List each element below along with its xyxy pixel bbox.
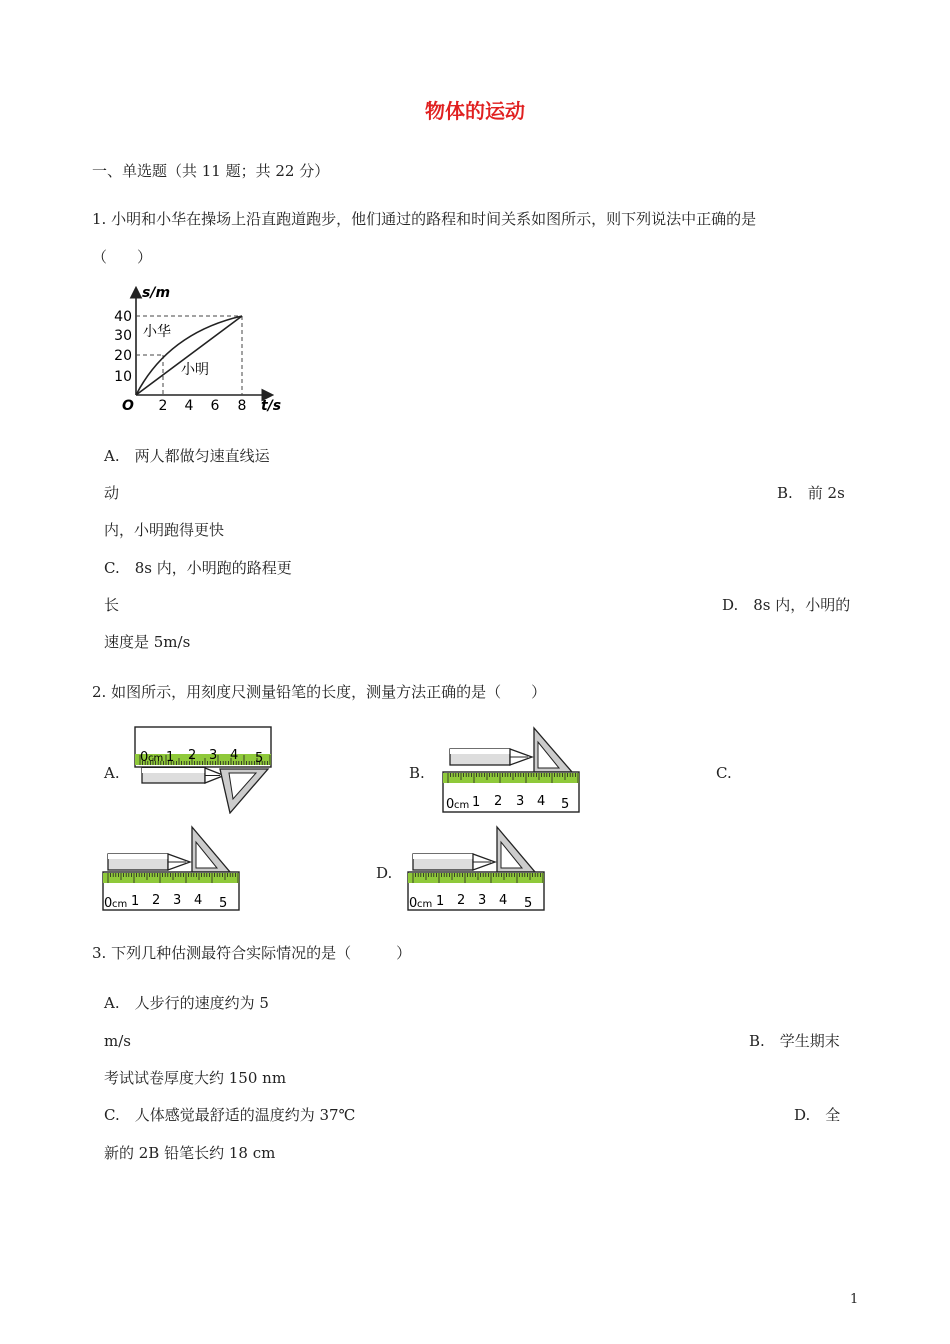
q1-ytick-30: 30 [114,328,132,344]
q2-option-c: C. [716,764,732,782]
svg-text:4: 4 [230,748,239,763]
svg-text:cm: cm [112,899,128,910]
triangle-b [534,728,572,772]
triangle-c [192,827,230,872]
pencil-d [413,854,495,870]
q1-distance-time-graph [108,283,298,415]
pencil-b [450,749,532,765]
q1-xtick-4: 4 [184,398,194,414]
q1-answer-paren: （ ） [92,248,153,266]
svg-text:3: 3 [209,748,218,763]
q1-ylabel: s/m [142,285,171,301]
q1-xlabel: t/s [261,398,282,414]
q1-option-d: D. 8s 内，小明的 [722,596,851,614]
q3-option-b-cont: 考试试卷厚度大约 150 nm [104,1069,287,1087]
page-title: 物体的运动 [425,99,525,123]
page-number: 1 [850,1292,859,1307]
pencil-a [142,768,224,783]
svg-text:1: 1 [166,750,175,765]
ruler-b [443,772,579,812]
q2-stem: 2. 如图所示，用刻度尺测量铅笔的长度，测量方法正确的是（ ） [92,683,547,701]
pencil-c [108,854,190,870]
q2-option-b: B. [409,764,425,782]
q3-option-a: A. 人步行的速度约为 5 [104,994,269,1012]
section-heading: 一、单选题（共 11 题；共 22 分） [92,162,330,180]
svg-text:0: 0 [140,750,149,765]
svg-text:4: 4 [194,893,203,908]
svg-text:2: 2 [494,794,503,809]
svg-text:4: 4 [537,794,546,809]
q1-xtick-2: 2 [158,398,168,414]
q1-option-b: B. 前 2s [777,484,845,502]
svg-text:2: 2 [188,748,197,763]
svg-text:2: 2 [457,893,466,908]
ruler-a [135,727,271,767]
q3-stem: 3. 下列几种估测最符合实际情况的是（ ） [92,944,412,962]
svg-text:4: 4 [499,893,508,908]
q3-option-b: B. 学生期末 [749,1032,840,1050]
svg-text:5: 5 [561,797,570,812]
q1-origin: O [122,398,134,414]
q1-option-d-cont: 速度是 5m/s [104,633,191,651]
q1-option-c: C. 8s 内，小明跑的路程更 [104,559,292,577]
q1-ytick-40: 40 [114,309,132,325]
svg-text:5: 5 [219,896,228,911]
q3-option-c: C. 人体感觉最舒适的温度约为 37℃ [104,1106,356,1124]
q1-xtick-6: 6 [210,398,220,414]
q1-option-c-cont: 长 [104,596,120,614]
svg-text:0: 0 [104,896,113,911]
q1-xtick-8: 8 [237,398,247,414]
triangle-a [220,769,268,813]
ruler-d [408,872,544,911]
q3-option-d-cont: 新的 2B 铅笔长约 18 cm [104,1144,276,1162]
q2-figure-c [100,825,242,913]
q1-label-xiaoming: 小明 [181,362,209,378]
q2-option-d: D. [376,864,393,882]
svg-text:5: 5 [255,751,264,766]
svg-text:1: 1 [472,795,481,810]
q2-figure-b [440,726,582,814]
svg-text:3: 3 [173,893,182,908]
q2-figure-a [132,726,274,814]
q2-figure-d [405,825,547,913]
svg-text:cm: cm [417,899,433,910]
svg-text:2: 2 [152,893,161,908]
q3-option-d: D. 全 [794,1106,841,1124]
ruler-c [103,872,239,911]
q1-ytick-10: 10 [114,369,132,385]
svg-text:cm: cm [454,800,470,811]
q2-option-a: A. [104,764,120,782]
svg-text:3: 3 [478,893,487,908]
q1-ytick-20: 20 [114,348,132,364]
q1-option-a-cont: 动 [104,484,120,502]
q1-stem: 1. 小明和小华在操场上沿直跑道跑步，他们通过的路程和时间关系如图所示，则下列说法中正确的是 [92,210,757,228]
q1-option-b-cont: 内，小明跑得更快 [104,521,225,539]
svg-text:0: 0 [446,797,455,812]
svg-text:1: 1 [131,894,140,909]
svg-text:1: 1 [436,894,445,909]
svg-text:5: 5 [524,896,533,911]
q1-option-a: A. 两人都做匀速直线运 [104,447,270,465]
triangle-d [497,827,535,872]
q3-option-a-cont: m/s [104,1032,131,1050]
svg-text:cm: cm [148,753,164,764]
q1-label-xiaohua: 小华 [143,324,171,340]
svg-text:0: 0 [409,896,418,911]
svg-text:3: 3 [516,794,525,809]
